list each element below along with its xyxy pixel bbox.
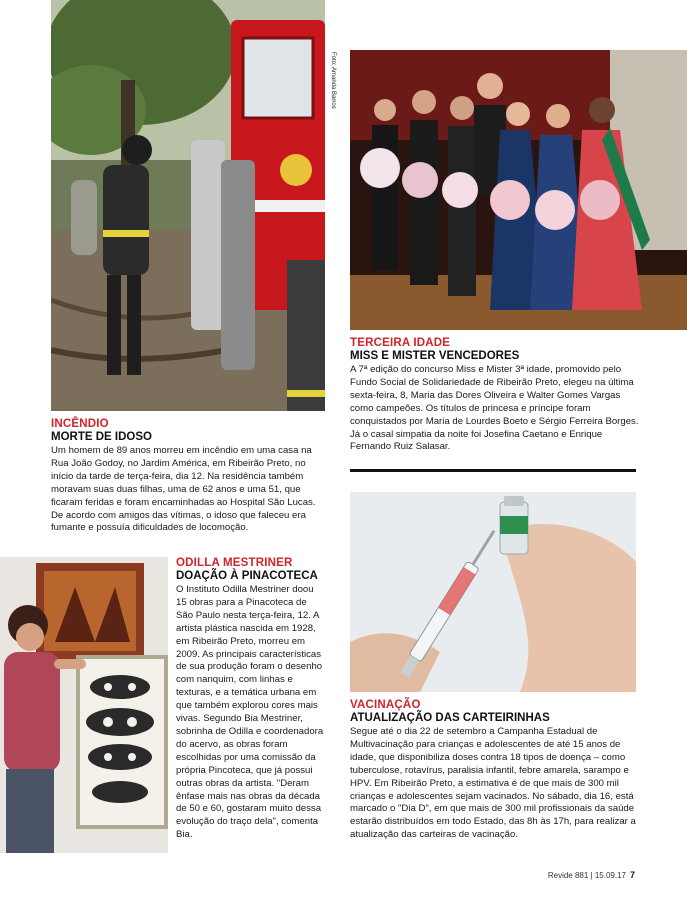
vaccine-headline: ATUALIZAÇÃO DAS CARTEIRINHAS [350, 712, 550, 724]
fire-article [51, 418, 325, 535]
art-donation-kicker: ODILLA MESTRINER [176, 557, 293, 569]
art-donation-photo [0, 557, 168, 853]
vaccine-photo [350, 492, 636, 692]
page-footer [548, 870, 635, 880]
art-donation-article [176, 557, 326, 842]
pageant-photo [350, 50, 687, 330]
art-donation-body: O Instituto Odilla Mestriner doou 15 obras para a Pinacoteca de São Paulo nesta terça-feira, 12. A artista plástica nascida em 1928, em Ribeirão Preto, morreu em 2009. As principais características de sua produção foram o desenho com nanquim, com linhas e texturas, e a temática urbana em que também explorou cores mais vivas. Segundo Bia Mestriner, sobrinha de Odilla e coordenadora do acervo, as obras foram escolhidas por uma comissão da própria Pincoteca, que já possui outras obras da artista. "Deram ênfase mais nas obras da década de 50 e 60, gostaram muito dessa evolução do traço dela", comenta Bia. [176, 584, 324, 841]
issue-info: Revide 881 | 15.09.17 [547, 871, 626, 880]
vaccine-kicker: VACINAÇÃO [350, 699, 421, 711]
pageant-article [350, 337, 640, 454]
fire-body: Um homem de 89 anos morreu em incêndio em uma casa na Rua João Godoy, no Jardim América, em Ribeirão Preto, no início da tarde de terça-feira, dia 12. Na residência também moravam suas duas filhas, uma de 62 anos e uma 51, que ficaram feridas e foram encaminhadas ao Hospital São Lucas. De acordo com amigos das vítimas, o idoso que faleceu era fumante e possuía dificuldades de locomoção. [51, 445, 316, 534]
page-number: 7 [629, 870, 635, 880]
photo-credit: Foto: Amanda Barros [330, 52, 336, 109]
art-donation-headline: DOAÇÃO À PINACOTECA [176, 570, 318, 582]
pageant-body: A 7ª edição do concurso Miss e Mister 3ª idade, promovido pelo Fundo Social de Solidariedade de Ribeirão Preto, elegeu na última sexta-feira, 8, Maria das Dores Oliveira e Walter Gomes Vargas como campeões. Os títulos de princesa e príncipe foram conquistados por Maria de Lourdes Boeto e Sérgio Ferreira Borges. Já o casal simpatia da noite foi Josefina Caetano e Enrique Fernando Ruiz Salasar. [350, 364, 639, 453]
vaccine-article [350, 699, 642, 842]
pageant-headline: MISS E MISTER VENCEDORES [350, 350, 520, 362]
fire-photo [51, 0, 325, 411]
fire-headline: MORTE DE IDOSO [51, 431, 152, 443]
pageant-kicker: TERCEIRA IDADE [350, 337, 451, 349]
fire-kicker: INCÊNDIO [51, 418, 109, 430]
section-divider [350, 469, 636, 472]
vaccine-body: Segue até o dia 22 de setembro a Campanha Estadual de Multivacinação para crianças e adolescentes de até 15 anos de idade, que disponibiliza doses contra 18 tipos de doença – como tuberculose, rotavírus, paralisia infantil, febre amarela, sarampo e HPV. Em Ribeirão Preto, a estimativa é de que mais de 300 mil crianças e adolescentes sejam vacinados. No sábado, dia 16, está marcado o "Dia D", em que mais de 300 mil profissionais da saúde estarão distribuídos em todo Estado, das 8h às 17h, para realizar a atualização das carteiras de vacinação. [350, 726, 636, 841]
